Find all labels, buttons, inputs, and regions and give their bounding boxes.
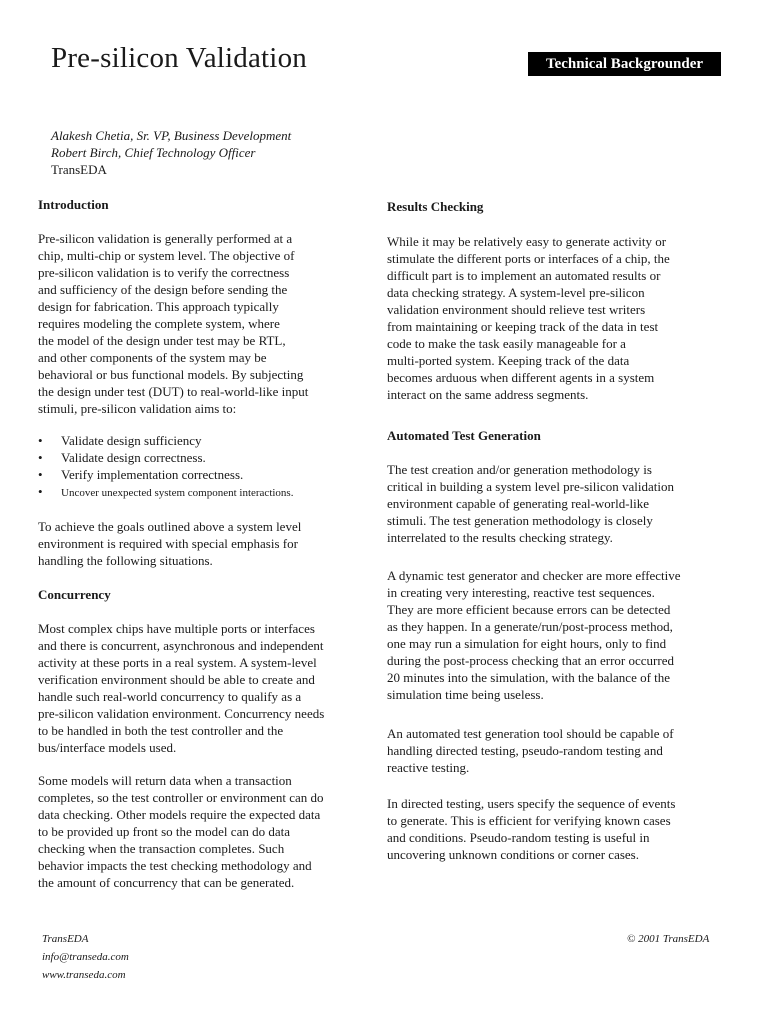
generation-tool-paragraph: An automated test generation tool should be capable of handling directed testing, pseudo-random testing and reactive testing. bbox=[387, 726, 674, 775]
bullet-icon: • bbox=[38, 467, 43, 482]
introduction-paragraph: Pre-silicon validation is generally performed at a chip, multi-chip or system level. The objective of pre-silicon validation is to verify the correctness and sufficiency of the design before sending the design for fabrication. This approach typically requires modeling the complete system, where the model of the design under test may be RTL, and other components of the system may be behavioral or bus functional models. By subjecting the design under test (DUT) to real-world-like input stimuli, pre-silicon validation aims to: bbox=[38, 231, 309, 416]
results-checking-heading: Results Checking bbox=[387, 199, 484, 214]
bullet-item: • Verify implementation correctness. bbox=[38, 467, 244, 482]
footer-website-link[interactable]: www.transeda.com bbox=[42, 969, 126, 981]
test-generation-paragraph: The test creation and/or generation methodology is critical in building a system level pre-silicon validation environment capable of generating real-world-like stimuli. The test generation methodology is closely interrelated to the results checking strategy. bbox=[387, 462, 675, 545]
footer-contact bbox=[42, 930, 129, 984]
bullet-item: • Validate design correctness. bbox=[38, 450, 206, 465]
automated-test-generation-heading: Automated Test Generation bbox=[387, 428, 541, 443]
bullet-icon: • bbox=[38, 484, 43, 499]
bullet-item: • Validate design sufficiency bbox=[38, 433, 202, 448]
footer-copyright: © 2001 TransEDA bbox=[627, 933, 710, 945]
page-title: Pre-silicon Validation bbox=[51, 42, 307, 74]
author-block bbox=[51, 127, 291, 178]
author-line-2: Robert Birch, Chief Technology Officer bbox=[51, 145, 256, 160]
bullet-item: • Uncover unexpected system component interactions. bbox=[38, 484, 294, 499]
models-paragraph: Some models will return data when a transaction completes, so the test controller or environment can do data checking. Other models require the expected data to be provided up front so the model can do data checking when the transaction completes. Such behavior impacts the test checking methodology and the amount of concurrency that can be generated. bbox=[38, 773, 324, 890]
concurrency-heading: Concurrency bbox=[38, 587, 111, 602]
concurrency-paragraph: Most complex chips have multiple ports or interfaces and there is concurrent, asynchronous and independent activity at these ports in a real system. A system-level verification environment should be able to create and handle such real-world concurrency to qualify as a pre-silicon validation environment. Concurrency needs to be handled in both the test controller and the bus/interface models used. bbox=[38, 621, 325, 755]
footer-company: TransEDA bbox=[42, 933, 89, 945]
directed-testing-paragraph: In directed testing, users specify the sequence of events to generate. This is efficient for verifying known cases and conditions. Pseudo-random testing is useful in uncovering unknown conditions or corner cases. bbox=[387, 796, 676, 862]
goals-bullet-list bbox=[38, 432, 373, 500]
bullet-icon: • bbox=[38, 433, 43, 448]
author-line-1: Alakesh Chetia, Sr. VP, Business Development bbox=[51, 128, 292, 143]
author-company: TransEDA bbox=[51, 162, 107, 177]
goals-paragraph: To achieve the goals outlined above a system level environment is required with special emphasis for handling the following situations. bbox=[38, 519, 302, 568]
results-checking-paragraph: While it may be relatively easy to generate activity or stimulate the different ports or interfaces of a chip, the difficult part is to implement an automated results or data checking strategy. A system-level pre-silicon validation environment should relieve test writers from maintaining or keeping track of the data in test code to make the task easily manageable for a multi-ported system. Keeping track of the data becomes arduous when different agents in a system interact on the same address segments. bbox=[387, 234, 670, 402]
dynamic-generator-paragraph: A dynamic test generator and checker are more effective in creating very interesting, reactive test sequences. They are more efficient because errors can be detected as they happen. In a generate/run/post-process method, one may run a simulation for eight hours, only to find during the post-process checking that an error occurred 20 minutes into the simulation, with the balance of the simulation time being useless. bbox=[387, 568, 681, 702]
bullet-icon: • bbox=[38, 450, 43, 465]
document-type-badge: Technical Backgrounder bbox=[528, 52, 721, 76]
footer-email-link[interactable]: info@transeda.com bbox=[42, 951, 129, 963]
introduction-heading: Introduction bbox=[38, 197, 109, 212]
